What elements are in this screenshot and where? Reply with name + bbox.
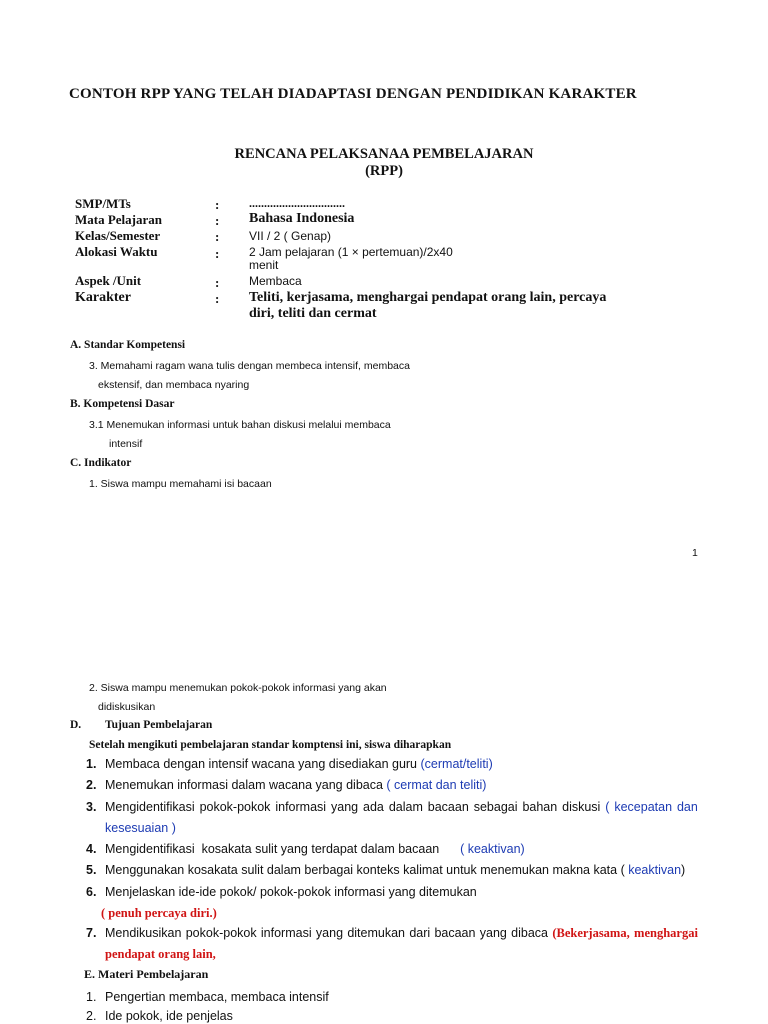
- section-e-heading: E. Materi Pembelajaran: [84, 967, 209, 981]
- identity-value-time-line2: menit: [249, 258, 279, 272]
- identity-colon: :: [215, 229, 220, 244]
- section-a-heading: A. Standar Kompetensi: [70, 339, 186, 351]
- identity-value-class: VII / 2 ( Genap): [249, 229, 332, 243]
- identity-colon: :: [215, 275, 220, 290]
- document-title: CONTOH RPP YANG TELAH DIADAPTASI DENGAN PENDIDIKAN KARAKTER: [69, 86, 637, 102]
- section-c-item1: 1. Siswa mampu memahami isi bacaan: [89, 478, 272, 490]
- section-d-intro: Setelah mengikuti pembelajaran standar komptensi ini, siswa diharapkan: [89, 739, 452, 751]
- list-item: Ide pokok, ide penjelas: [105, 1009, 233, 1023]
- identity-value-aspect: Membaca: [249, 274, 302, 288]
- section-a-line2: ekstensif, dan membaca nyaring: [98, 379, 250, 391]
- section-c-item2-line1: 2. Siswa mampu menemukan pokok-pokok informasi yang akan: [89, 682, 387, 694]
- identity-value-character-line1: Teliti, kerjasama, menghargai pendapat orang lain, percaya: [249, 290, 607, 305]
- identity-label-subject: Mata Pelajaran: [75, 212, 163, 227]
- identity-value-character-line2: diri, teliti dan cermat: [249, 306, 377, 321]
- list-item-justified: Mengidentifikasi pokok-pokok informasi yang ada dalam bacaan sebagai bahan diskusi ( kecepatan dan: [105, 800, 698, 814]
- character-tag-red: ( penuh percaya diri.): [101, 906, 217, 920]
- section-b-heading: B. Kompetensi Dasar: [70, 398, 175, 410]
- character-tag: (cermat/teliti): [420, 757, 493, 771]
- identity-label-aspect: Aspek /Unit: [75, 273, 142, 288]
- identity-value-school: ................................: [249, 196, 345, 210]
- list-item: Membaca dengan intensif wacana yang disediakan guru (cermat/teliti): [105, 757, 493, 771]
- list-number: 2.: [86, 1009, 97, 1023]
- list-item: Menemukan informasi dalam wacana yang dibaca ( cermat dan teliti): [105, 778, 487, 792]
- list-number: 3.: [86, 800, 97, 814]
- character-tag: kesesuaian ): [105, 821, 176, 835]
- list-number: 1.: [86, 757, 97, 771]
- identity-value-time-line1: 2 Jam pelajaran (1 × pertemuan)/2x40: [249, 245, 453, 259]
- section-d-letter: D.: [70, 719, 82, 731]
- list-number: 5.: [86, 863, 97, 877]
- list-item: Menjelaskan ide-ide pokok/ pokok-pokok informasi yang ditemukan: [105, 885, 477, 899]
- list-number: 7.: [86, 926, 97, 940]
- section-b-line2: intensif: [109, 438, 143, 450]
- list-number: 1.: [86, 990, 97, 1004]
- list-number: 4.: [86, 842, 97, 856]
- identity-value-subject: Bahasa Indonesia: [249, 211, 355, 226]
- character-tag: ( keaktivan): [460, 842, 525, 856]
- identity-label-character: Karakter: [75, 290, 131, 305]
- rpp-subtitle: (RPP): [365, 163, 403, 179]
- identity-colon: :: [215, 213, 220, 228]
- list-item: Mengidentifikasi kosakata sulit yang terdapat dalam bacaan ( keaktivan): [105, 842, 525, 856]
- section-b-line1: 3.1 Menemukan informasi untuk bahan diskusi melalui membaca: [89, 419, 391, 431]
- rpp-title: RENCANA PELAKSANAA PEMBELAJARAN: [234, 146, 534, 162]
- character-tag: keaktivan: [628, 863, 682, 877]
- section-c-heading: C. Indikator: [70, 457, 132, 469]
- list-number: 6.: [86, 885, 97, 899]
- section-a-line1: 3. Memahami ragam wana tulis dengan membeca intensif, membaca: [89, 360, 410, 372]
- identity-label-school: SMP/MTs: [75, 196, 131, 211]
- list-item: Menggunakan kosakata sulit dalam berbagai konteks kalimat untuk menemukan makna kata ( keaktivan): [105, 863, 686, 877]
- identity-label-time: Alokasi Waktu: [75, 244, 158, 259]
- character-tag-red: pendapat orang lain,: [105, 947, 216, 961]
- identity-label-class: Kelas/Semester: [75, 228, 161, 243]
- identity-colon: :: [215, 246, 220, 261]
- section-d-heading: Tujuan Pembelajaran: [105, 719, 213, 731]
- identity-colon: :: [215, 197, 220, 212]
- page-number: 1: [692, 547, 698, 559]
- list-item-justified: Mendikusikan pokok-pokok informasi yang ditemukan dari bacaan yang dibaca (Bekerjasama, menghargai: [105, 926, 698, 940]
- list-item: Pengertian membaca, membaca intensif: [105, 990, 329, 1004]
- character-tag: ( cermat dan teliti): [386, 778, 487, 792]
- section-c-item2-line2: didiskusikan: [98, 701, 156, 713]
- list-number: 2.: [86, 778, 97, 792]
- identity-colon: :: [215, 291, 220, 306]
